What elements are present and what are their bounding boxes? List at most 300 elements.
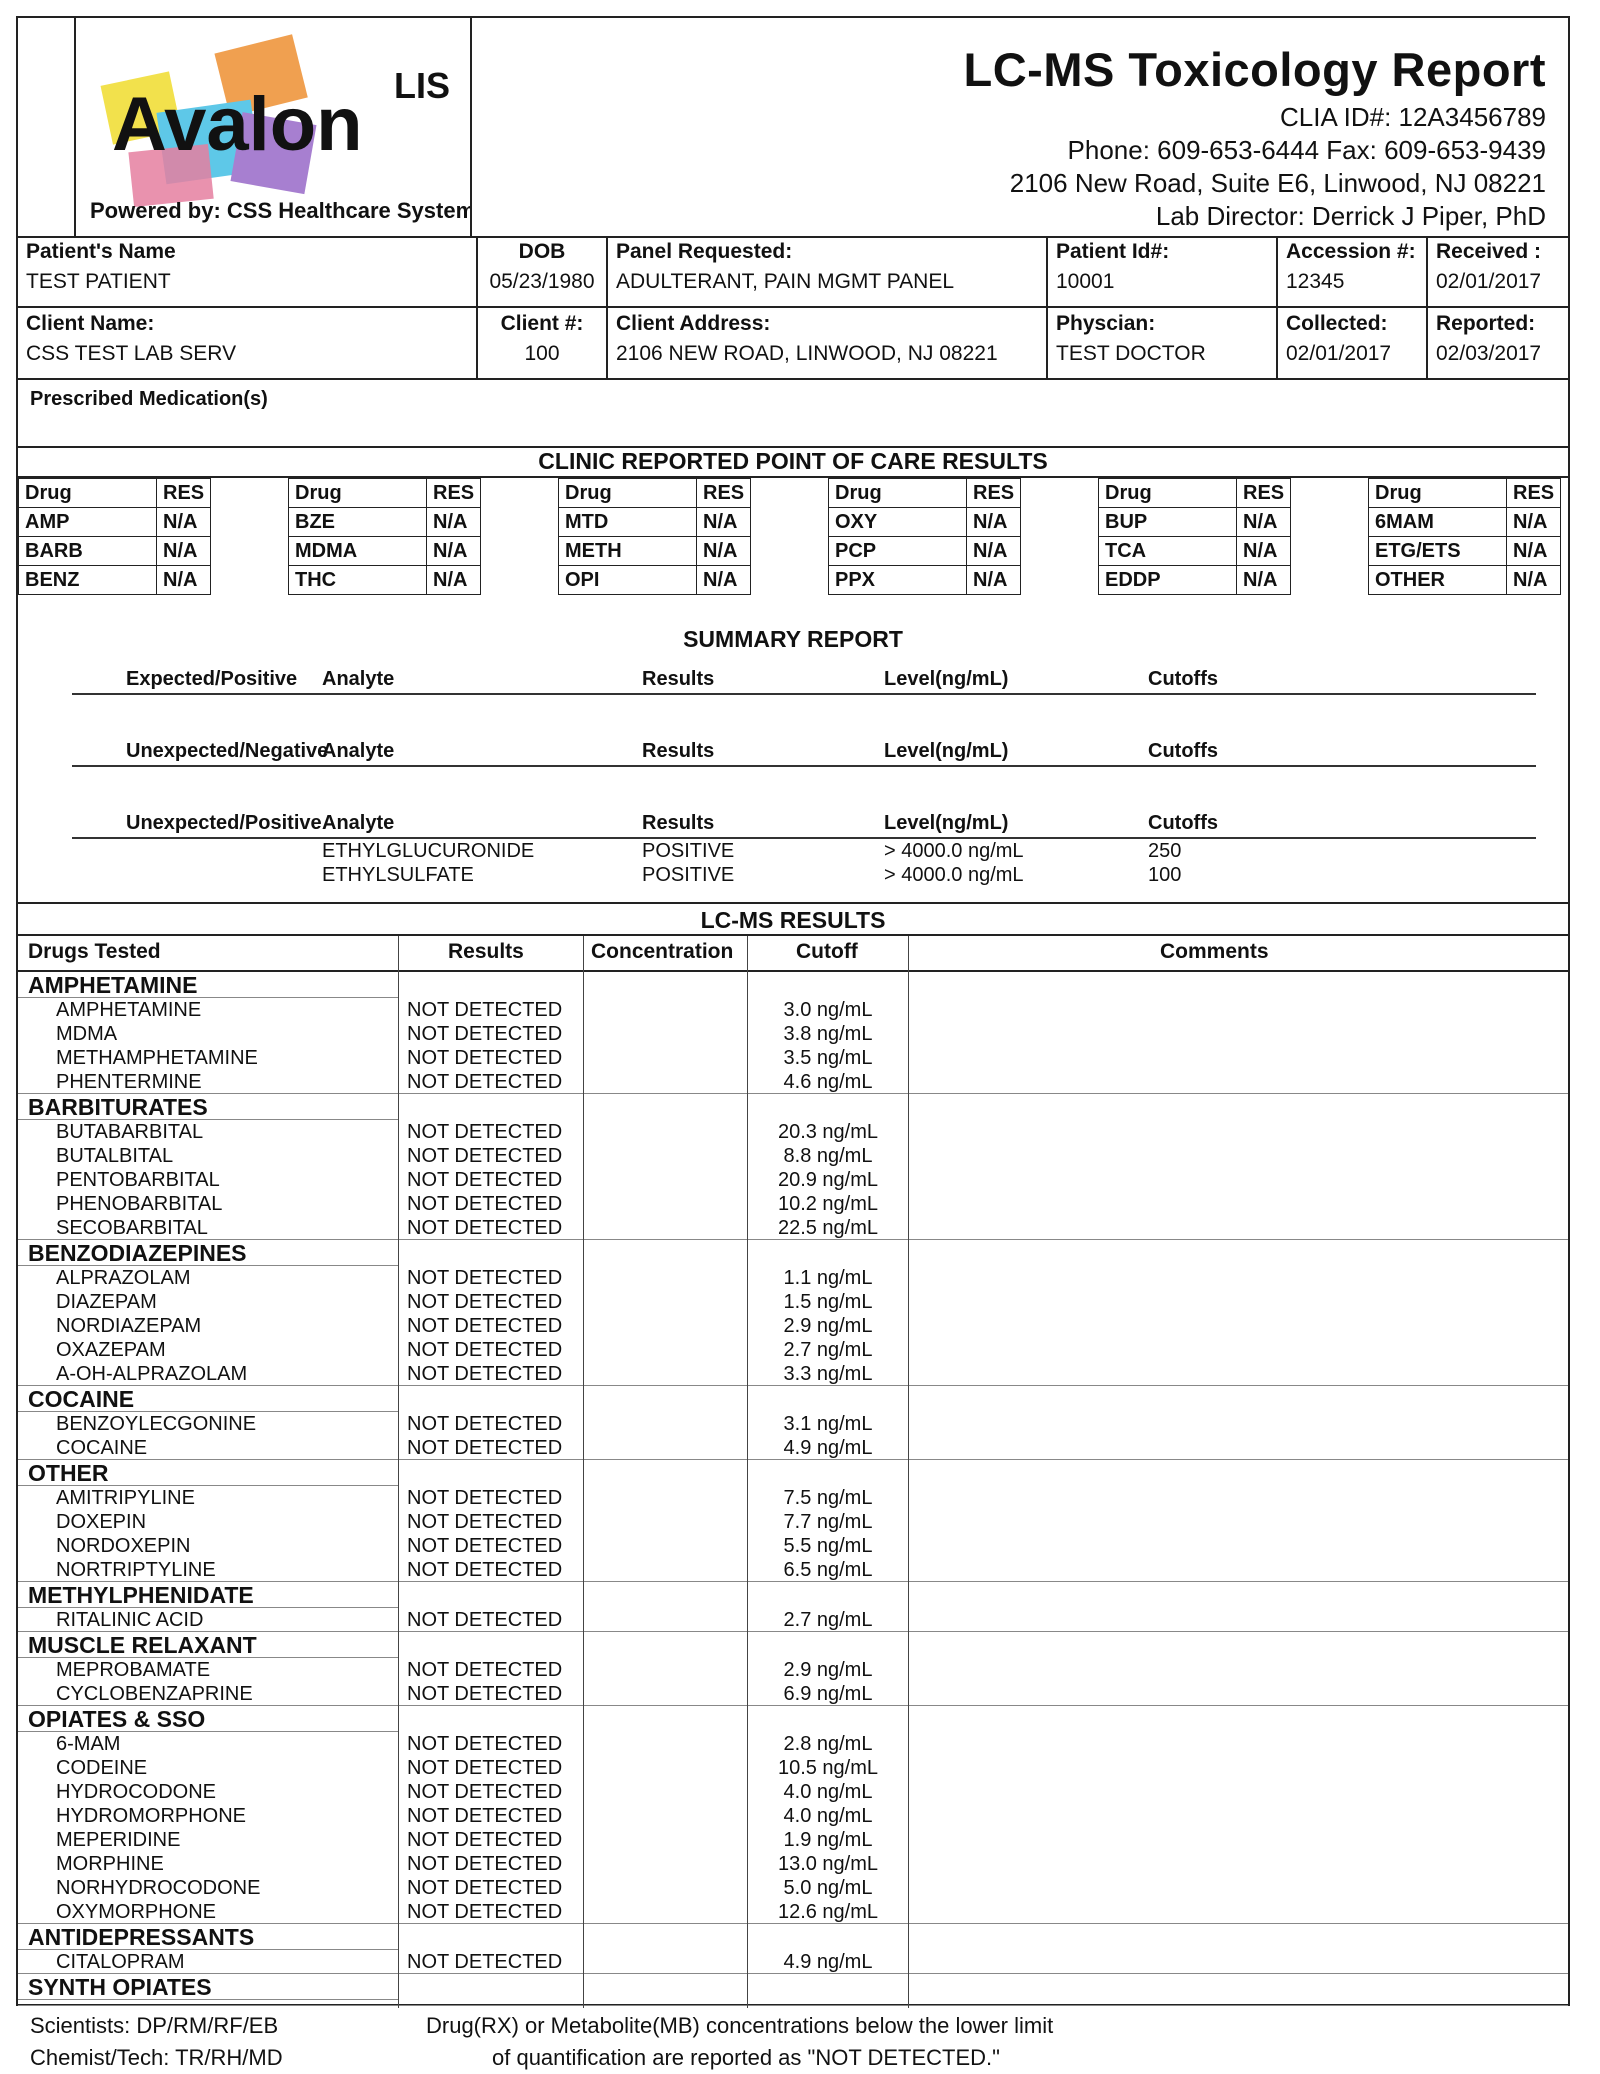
poc-header-row xyxy=(1099,479,1291,508)
drug-cutoff: 3.8 ng/mL xyxy=(783,1023,873,1045)
summary-col-results: Results xyxy=(642,812,715,834)
patient-id-cell xyxy=(1048,236,1278,306)
poc-drug: BZE xyxy=(289,508,427,537)
client-name-cell xyxy=(18,308,478,378)
drug-name: ALPRAZOLAM xyxy=(56,1267,191,1289)
drug-row xyxy=(18,998,1568,1022)
summary-item xyxy=(72,839,1536,863)
poc-drug-header: Drug xyxy=(289,479,427,508)
lab-address: 2106 New Road, Suite E6, Linwood, NJ 08221 xyxy=(1009,168,1546,198)
drug-row xyxy=(18,1900,1568,1924)
drug-row xyxy=(18,1534,1568,1558)
grid-divider xyxy=(18,378,1568,380)
drug-result: NOT DETECTED xyxy=(407,1951,563,1973)
drug-name: METHAMPHETAMINE xyxy=(56,1047,258,1069)
poc-table xyxy=(18,478,211,595)
poc-drug: THC xyxy=(289,566,427,595)
drug-row xyxy=(18,1216,1568,1240)
summary-cutoff: 100 xyxy=(1148,864,1182,886)
footer-note xyxy=(426,2010,1053,2074)
drug-class xyxy=(18,1460,1568,1582)
poc-row xyxy=(829,508,1021,537)
poc-row xyxy=(829,566,1021,595)
drug-result: NOT DETECTED xyxy=(407,1169,563,1191)
drug-row xyxy=(18,1756,1568,1780)
physician-value: TEST DOCTOR xyxy=(1056,342,1206,365)
summary-section-label: Unexpected/Negative xyxy=(126,740,329,762)
poc-result: N/A xyxy=(1237,508,1291,537)
drug-name: AMPHETAMINE xyxy=(56,999,202,1021)
drug-result: NOT DETECTED xyxy=(407,1659,563,1681)
poc-drug: BENZ xyxy=(19,566,157,595)
poc-group xyxy=(1098,478,1291,595)
drug-result: NOT DETECTED xyxy=(407,1559,563,1581)
logo-cell xyxy=(74,18,472,236)
poc-drug: ETG/ETS xyxy=(1369,537,1507,566)
drug-class-name: METHYLPHENIDATE xyxy=(18,1582,398,1608)
accession-cell xyxy=(1278,236,1428,306)
poc-result: N/A xyxy=(697,508,751,537)
summary-section-label: Expected/Positive xyxy=(126,668,298,690)
drug-name: BENZOYLECGONINE xyxy=(56,1413,257,1435)
drug-cutoff: 8.8 ng/mL xyxy=(783,1145,873,1167)
drug-cutoff: 2.7 ng/mL xyxy=(783,1609,873,1631)
poc-header-row xyxy=(19,479,211,508)
drug-name: CITALOPRAM xyxy=(56,1951,185,1973)
drug-name: DIAZEPAM xyxy=(56,1291,157,1313)
drug-cutoff: 4.0 ng/mL xyxy=(783,1781,873,1803)
drug-result: NOT DETECTED xyxy=(407,1683,563,1705)
patient-name: TEST PATIENT xyxy=(26,270,171,293)
reported-label: Reported: xyxy=(1436,312,1536,335)
drug-cutoff: 2.9 ng/mL xyxy=(783,1315,873,1337)
drug-row xyxy=(18,1046,1568,1070)
drug-result: NOT DETECTED xyxy=(407,1145,563,1167)
summary-level: > 4000.0 ng/mL xyxy=(884,840,1024,862)
drug-result: NOT DETECTED xyxy=(407,1267,563,1289)
summary-col-results: Results xyxy=(642,668,715,690)
client-address-label: Client Address: xyxy=(616,312,771,335)
toxicology-report xyxy=(16,16,1570,2006)
drug-result: NOT DETECTED xyxy=(407,1413,563,1435)
poc-group xyxy=(828,478,1021,595)
poc-table xyxy=(1368,478,1561,595)
drug-name: DOXEPIN xyxy=(56,1511,147,1533)
drug-cutoff: 4.9 ng/mL xyxy=(783,1437,873,1459)
poc-group xyxy=(288,478,481,595)
received-value: 02/01/2017 xyxy=(1436,270,1542,293)
prescribed-meds-label: Prescribed Medication(s) xyxy=(30,388,268,410)
drug-cutoff: 3.1 ng/mL xyxy=(783,1413,873,1435)
drug-name: MEPERIDINE xyxy=(56,1829,181,1851)
drug-cutoff: 1.9 ng/mL xyxy=(783,1829,873,1851)
received-label: Received : xyxy=(1436,240,1542,263)
drug-row xyxy=(18,1362,1568,1386)
poc-table xyxy=(1098,478,1291,595)
drug-cutoff: 2.9 ng/mL xyxy=(783,1659,873,1681)
poc-drug-header: Drug xyxy=(1369,479,1507,508)
drug-cutoff: 3.5 ng/mL xyxy=(783,1047,873,1069)
drug-class xyxy=(18,1094,1568,1240)
summary-col-cutoffs: Cutoffs xyxy=(1148,812,1218,834)
footer-note-line2: of quantification are reported as "NOT DETECTED." xyxy=(492,2045,1000,2070)
drug-name: OXYMORPHONE xyxy=(56,1901,217,1923)
poc-result: N/A xyxy=(427,508,481,537)
drug-name: CYCLOBENZAPRINE xyxy=(56,1683,253,1705)
col-line xyxy=(583,936,584,2008)
poc-drug: MDMA xyxy=(289,537,427,566)
summary-section-header xyxy=(72,812,1536,839)
physician-cell xyxy=(1048,308,1278,378)
poc-drug: PCP xyxy=(829,537,967,566)
drug-result: NOT DETECTED xyxy=(407,1071,563,1093)
poc-res-header: RES xyxy=(427,479,481,508)
poc-row xyxy=(289,508,481,537)
poc-drug-header: Drug xyxy=(559,479,697,508)
dob-cell xyxy=(478,236,608,306)
drug-class xyxy=(18,1632,1568,1706)
summary-result: POSITIVE xyxy=(642,864,735,886)
summary-col-level: Level(ng/mL) xyxy=(884,740,1009,762)
poc-result: N/A xyxy=(967,566,1021,595)
poc-result: N/A xyxy=(1237,566,1291,595)
drug-result: NOT DETECTED xyxy=(407,1609,563,1631)
col-drugs-tested: Drugs Tested xyxy=(28,940,161,963)
poc-drug: AMP xyxy=(19,508,157,537)
poc-res-header: RES xyxy=(1237,479,1291,508)
drug-class xyxy=(18,1240,1568,1386)
logo-wordmark: Avalon xyxy=(112,82,363,167)
poc-result: N/A xyxy=(1507,537,1561,566)
drug-row xyxy=(18,1022,1568,1046)
clia-id: CLIA ID#: 12A3456789 xyxy=(1280,102,1546,132)
poc-header-row xyxy=(559,479,751,508)
drug-class xyxy=(18,1924,1568,1974)
summary-col-results: Results xyxy=(642,740,715,762)
poc-row xyxy=(559,537,751,566)
drug-result: NOT DETECTED xyxy=(407,999,563,1021)
summary-item xyxy=(72,863,1536,887)
drug-cutoff: 3.0 ng/mL xyxy=(783,999,873,1021)
drug-row xyxy=(18,1168,1568,1192)
drug-row xyxy=(18,1290,1568,1314)
poc-header-row xyxy=(1369,479,1561,508)
poc-drug: BARB xyxy=(19,537,157,566)
drug-class-name: MUSCLE RELAXANT xyxy=(18,1632,398,1658)
poc-drug-header: Drug xyxy=(1099,479,1237,508)
panel-value: ADULTERANT, PAIN MGMT PANEL xyxy=(616,270,954,293)
drug-result: NOT DETECTED xyxy=(407,1805,563,1827)
drug-cutoff: 1.5 ng/mL xyxy=(783,1291,873,1313)
summary-result: POSITIVE xyxy=(642,840,735,862)
poc-result: N/A xyxy=(1507,566,1561,595)
footer-note-line1: Drug(RX) or Metabolite(MB) concentrations below the lower limit xyxy=(426,2013,1054,2038)
summary-col-analyte: Analyte xyxy=(322,668,395,690)
drug-cutoff: 10.2 ng/mL xyxy=(777,1193,879,1215)
panel-label: Panel Requested: xyxy=(616,240,793,263)
drug-name: RITALINIC ACID xyxy=(56,1609,204,1631)
drug-result: NOT DETECTED xyxy=(407,1757,563,1779)
drug-row xyxy=(18,1828,1568,1852)
drug-name: NORHYDROCODONE xyxy=(56,1877,261,1899)
poc-drug: OXY xyxy=(829,508,967,537)
drug-result: NOT DETECTED xyxy=(407,1437,563,1459)
poc-drug: MTD xyxy=(559,508,697,537)
poc-row xyxy=(1369,508,1561,537)
lab-phone: Phone: 609-653-6444 Fax: 609-653-9439 xyxy=(1067,135,1546,165)
drug-name: NORTRIPTYLINE xyxy=(56,1559,216,1581)
drug-cutoff: 5.5 ng/mL xyxy=(783,1535,873,1557)
poc-result: N/A xyxy=(157,537,211,566)
drug-name: PHENTERMINE xyxy=(56,1071,202,1093)
poc-res-header: RES xyxy=(157,479,211,508)
drug-name: NORDIAZEPAM xyxy=(56,1315,202,1337)
drug-result: NOT DETECTED xyxy=(407,1047,563,1069)
drug-class-name: OTHER xyxy=(18,1460,398,1486)
drug-result: NOT DETECTED xyxy=(407,1023,563,1045)
summary-spacer xyxy=(72,839,322,863)
drug-result: NOT DETECTED xyxy=(407,1363,563,1385)
drug-cutoff: 10.5 ng/mL xyxy=(777,1757,879,1779)
poc-row xyxy=(289,566,481,595)
poc-result: N/A xyxy=(157,508,211,537)
drug-row xyxy=(18,1608,1568,1632)
drug-cutoff: 20.9 ng/mL xyxy=(777,1169,879,1191)
drug-cutoff: 13.0 ng/mL xyxy=(777,1853,879,1875)
footer-staff xyxy=(30,2010,283,2074)
drug-row xyxy=(18,1192,1568,1216)
poc-row xyxy=(19,537,211,566)
summary-analyte: ETHYLGLUCURONIDE xyxy=(322,840,535,862)
drug-cutoff: 12.6 ng/mL xyxy=(777,1901,879,1923)
drug-row xyxy=(18,1510,1568,1534)
poc-result: N/A xyxy=(697,566,751,595)
poc-row xyxy=(19,508,211,537)
drug-class-name: SYNTH OPIATES xyxy=(18,1974,398,2000)
summary-spacer xyxy=(72,863,322,887)
drug-cutoff: 1.1 ng/mL xyxy=(783,1267,873,1289)
reported-value: 02/03/2017 xyxy=(1436,342,1542,365)
poc-result: N/A xyxy=(427,566,481,595)
poc-result: N/A xyxy=(1507,508,1561,537)
poc-header-row xyxy=(289,479,481,508)
drug-cutoff: 2.8 ng/mL xyxy=(783,1733,873,1755)
drug-result: NOT DETECTED xyxy=(407,1901,563,1923)
drug-result: NOT DETECTED xyxy=(407,1781,563,1803)
drug-row xyxy=(18,1338,1568,1362)
drug-row xyxy=(18,1732,1568,1756)
drug-row xyxy=(18,1266,1568,1290)
summary-title: SUMMARY REPORT xyxy=(683,626,903,652)
poc-result: N/A xyxy=(967,508,1021,537)
summary-analyte: ETHYLSULFATE xyxy=(322,864,474,886)
drug-cutoff: 22.5 ng/mL xyxy=(777,1217,879,1239)
drug-class-name: AMPHETAMINE xyxy=(18,972,398,998)
poc-row xyxy=(1099,566,1291,595)
poc-group xyxy=(1368,478,1561,595)
poc-table xyxy=(558,478,751,595)
poc-row xyxy=(1369,566,1561,595)
drug-name: NORDOXEPIN xyxy=(56,1535,191,1557)
drug-result: NOT DETECTED xyxy=(407,1339,563,1361)
drug-row xyxy=(18,1658,1568,1682)
avalon-logo xyxy=(76,18,470,232)
drug-class xyxy=(18,1706,1568,1924)
summary-col-level: Level(ng/mL) xyxy=(884,812,1009,834)
drug-result: NOT DETECTED xyxy=(407,1217,563,1239)
drug-row xyxy=(18,1314,1568,1338)
drug-cutoff: 4.0 ng/mL xyxy=(783,1805,873,1827)
drug-row xyxy=(18,1144,1568,1168)
drug-row xyxy=(18,1436,1568,1460)
summary-col-cutoffs: Cutoffs xyxy=(1148,740,1218,762)
drug-result: NOT DETECTED xyxy=(407,1535,563,1557)
panel-cell xyxy=(608,236,1048,306)
col-results: Results xyxy=(448,940,524,963)
drug-name: A-OH-ALPRAZOLAM xyxy=(56,1363,248,1385)
drug-result: NOT DETECTED xyxy=(407,1193,563,1215)
summary-col-analyte: Analyte xyxy=(322,812,395,834)
drug-name: BUTABARBITAL xyxy=(56,1121,204,1143)
drug-class-name: BENZODIAZEPINES xyxy=(18,1240,398,1266)
drug-row xyxy=(18,1558,1568,1582)
lcms-title: LC-MS RESULTS xyxy=(700,907,886,933)
col-cutoff: Cutoff xyxy=(796,940,858,963)
drug-result: NOT DETECTED xyxy=(407,1315,563,1337)
drug-name: PENTOBARBITAL xyxy=(56,1169,220,1191)
drug-class xyxy=(18,1386,1568,1460)
drug-name: MORPHINE xyxy=(56,1853,164,1875)
patient-name-label: Patient's Name xyxy=(26,240,176,263)
summary-cutoff: 250 xyxy=(1148,840,1182,862)
drug-name: MEPROBAMATE xyxy=(56,1659,211,1681)
summary-section xyxy=(72,812,1536,887)
drug-name: COCAINE xyxy=(56,1437,148,1459)
client-number-label: Client #: xyxy=(500,312,584,335)
poc-drug: 6MAM xyxy=(1369,508,1507,537)
poc-result: N/A xyxy=(157,566,211,595)
drug-result: NOT DETECTED xyxy=(407,1511,563,1533)
drug-cutoff: 20.3 ng/mL xyxy=(777,1121,879,1143)
summary-level: > 4000.0 ng/mL xyxy=(884,864,1024,886)
summary-col-cutoffs: Cutoffs xyxy=(1148,668,1218,690)
client-name: CSS TEST LAB SERV xyxy=(26,342,237,365)
accession-value: 12345 xyxy=(1286,270,1345,293)
poc-result: N/A xyxy=(427,537,481,566)
client-name-label: Client Name: xyxy=(26,312,155,335)
summary-section-header xyxy=(72,668,1536,695)
col-comments: Comments xyxy=(1160,940,1269,963)
drug-cutoff: 6.5 ng/mL xyxy=(783,1559,873,1581)
drug-name: HYDROMORPHONE xyxy=(56,1805,247,1827)
collected-label: Collected: xyxy=(1286,312,1388,335)
drug-result: NOT DETECTED xyxy=(407,1853,563,1875)
patient-id-label: Patient Id#: xyxy=(1056,240,1170,263)
drug-class-name: ANTIDEPRESSANTS xyxy=(18,1924,398,1950)
client-number-cell xyxy=(478,308,608,378)
poc-row xyxy=(289,537,481,566)
logo-suffix: LIS xyxy=(394,65,451,106)
dob-label: DOB xyxy=(518,240,566,263)
drug-name: AMITRIPYLINE xyxy=(56,1487,195,1509)
poc-table xyxy=(288,478,481,595)
poc-drug: METH xyxy=(559,537,697,566)
drug-class xyxy=(18,1974,1568,2006)
lab-info xyxy=(964,42,1546,233)
drug-cutoff: 4.9 ng/mL xyxy=(783,1951,873,1973)
drug-name: BUTALBITAL xyxy=(56,1145,174,1167)
drug-row xyxy=(18,1486,1568,1510)
poc-drug: OPI xyxy=(559,566,697,595)
drug-row xyxy=(18,1682,1568,1706)
report-title: LC-MS Toxicology Report xyxy=(963,43,1546,96)
received-cell xyxy=(1428,236,1568,306)
summary-section-header xyxy=(72,740,1536,767)
drug-class-name: OPIATES & SSO xyxy=(18,1706,398,1732)
drug-result: NOT DETECTED xyxy=(407,1877,563,1899)
collected-cell xyxy=(1278,308,1428,378)
poc-result: N/A xyxy=(697,537,751,566)
poc-result: N/A xyxy=(967,537,1021,566)
col-line xyxy=(747,936,748,2008)
drug-result: NOT DETECTED xyxy=(407,1121,563,1143)
drug-row xyxy=(18,1876,1568,1900)
summary-section-label: Unexpected/Positive xyxy=(126,812,322,834)
drug-row xyxy=(18,1120,1568,1144)
logo-tagline: Powered by: CSS Healthcare Systems xyxy=(90,198,470,223)
poc-drug: TCA xyxy=(1099,537,1237,566)
summary-section xyxy=(72,668,1536,695)
poc-drug: OTHER xyxy=(1369,566,1507,595)
drug-result: NOT DETECTED xyxy=(407,1733,563,1755)
poc-header-row xyxy=(829,479,1021,508)
client-number: 100 xyxy=(524,342,560,365)
reported-cell xyxy=(1428,308,1568,378)
drug-row xyxy=(18,1412,1568,1436)
drug-name: CODEINE xyxy=(56,1757,148,1779)
drug-name: OXAZEPAM xyxy=(56,1339,166,1361)
summary-section xyxy=(72,740,1536,767)
drug-cutoff: 3.3 ng/mL xyxy=(783,1363,873,1385)
poc-row xyxy=(1099,508,1291,537)
drug-class-name: BARBITURATES xyxy=(18,1094,398,1120)
lcms-header-row xyxy=(18,936,1568,972)
drug-row xyxy=(18,1070,1568,1094)
summary-col-level: Level(ng/mL) xyxy=(884,668,1009,690)
poc-row xyxy=(559,566,751,595)
drug-class-name: COCAINE xyxy=(18,1386,398,1412)
drug-result: NOT DETECTED xyxy=(407,1487,563,1509)
physician-label: Physcian: xyxy=(1056,312,1156,335)
drug-cutoff: 2.7 ng/mL xyxy=(783,1339,873,1361)
drug-cutoff: 4.6 ng/mL xyxy=(783,1071,873,1093)
col-line xyxy=(908,936,909,2008)
patient-id-value: 10001 xyxy=(1056,270,1115,293)
drug-row xyxy=(18,1950,1568,1974)
drug-row xyxy=(18,1780,1568,1804)
poc-drug: EDDP xyxy=(1099,566,1237,595)
poc-row xyxy=(1369,537,1561,566)
poc-table xyxy=(828,478,1021,595)
poc-divider xyxy=(18,476,1568,478)
drug-name: SECOBARBITAL xyxy=(56,1217,208,1239)
poc-res-header: RES xyxy=(967,479,1021,508)
patient-name-cell xyxy=(18,236,478,306)
drug-cutoff: 6.9 ng/mL xyxy=(783,1683,873,1705)
drug-cutoff: 7.5 ng/mL xyxy=(783,1487,873,1509)
poc-res-header: RES xyxy=(1507,479,1561,508)
report-header xyxy=(18,18,1568,238)
